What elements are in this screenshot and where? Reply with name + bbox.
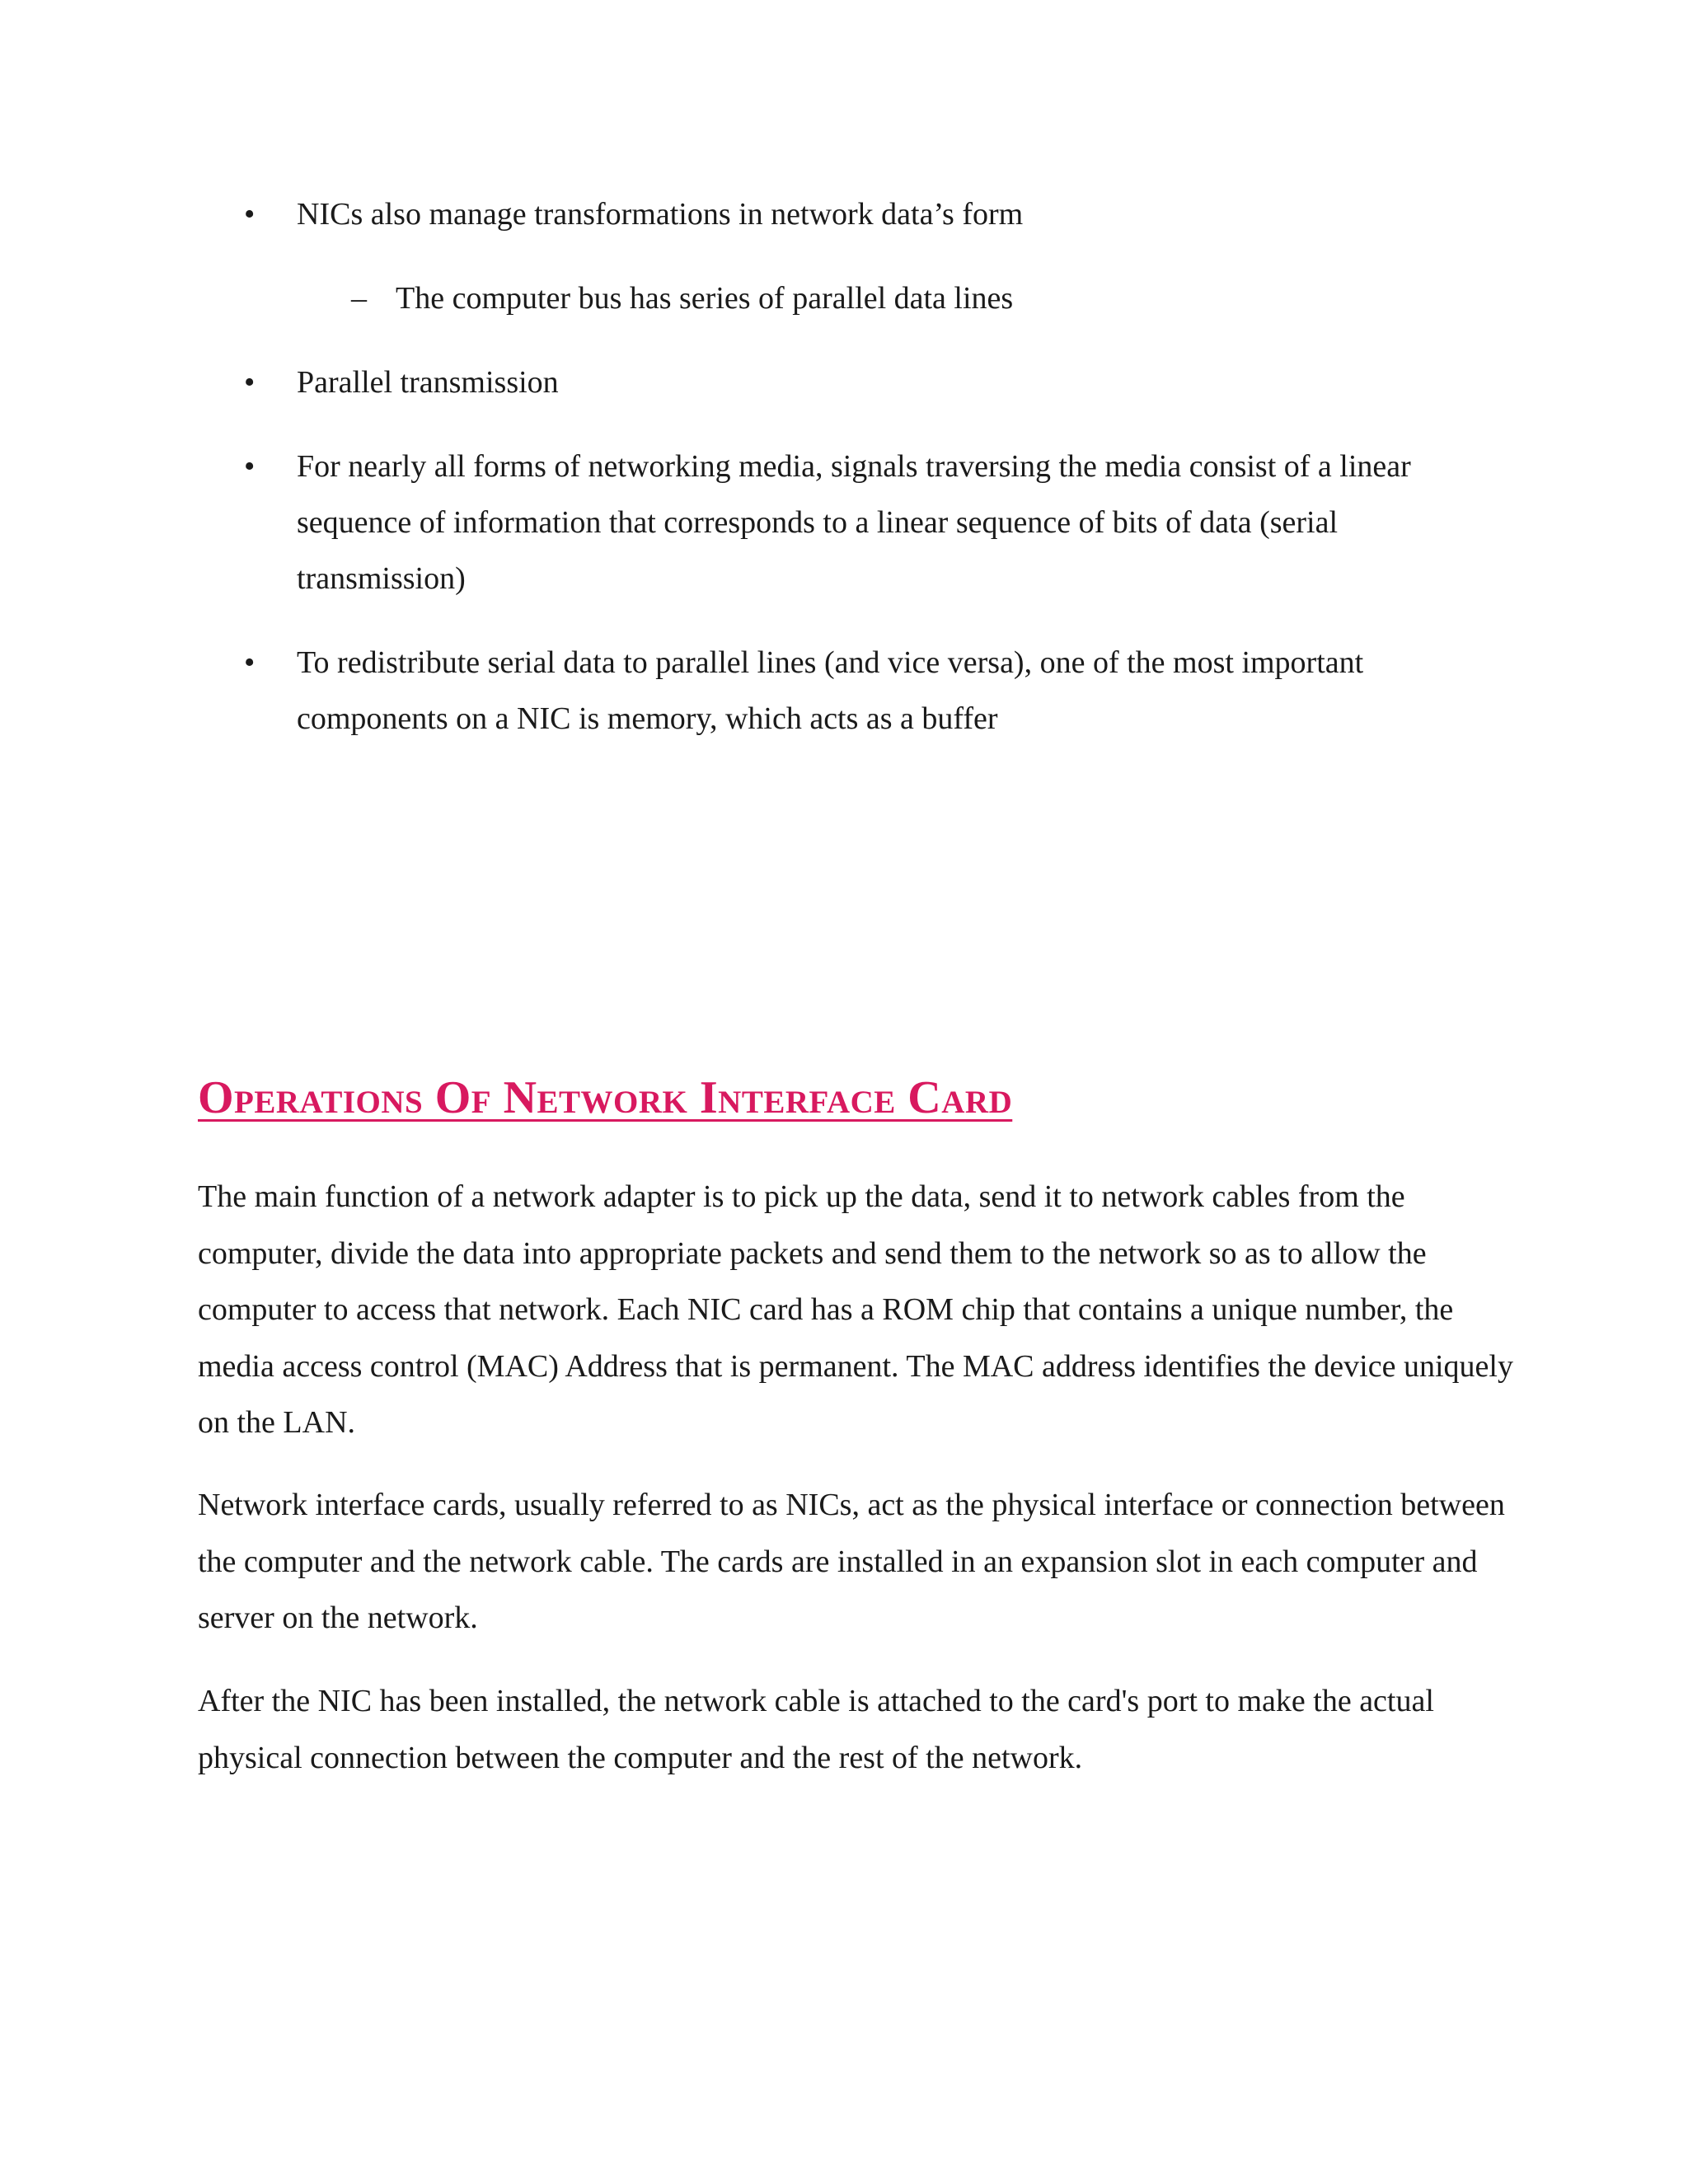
paragraph: After the NIC has been installed, the network cable is attached to the card's port to make the actual physical connection between the computer and the rest of the network. [198, 1684, 1434, 1775]
bullet-text: To redistribute serial data to parallel lines (and vice versa), one of the most important components on a NIC is memory, which acts as a buffer [297, 645, 1364, 736]
bullet-text: Parallel transmission [297, 365, 559, 400]
bullet-text: For nearly all forms of networking media, signals traversing the media consist of a linear sequence of information that corresponds to a linear sequence of bits of data (serial transmission) [297, 449, 1411, 596]
bullet-text: NICs also manage transformations in network data’s form [297, 197, 1024, 232]
paragraph: Network interface cards, usually referred to as NICs, act as the physical interface or connection between the computer and the network cable. The cards are installed in an expansion slot in each computer and server on the network. [198, 1488, 1505, 1635]
paragraph: The main function of a network adapter is to pick up the data, send it to network cables from the computer, divide the data into appropriate packets and send them to the network so as to allow the computer to access that network. Each NIC card has a ROM chip that contains a unique number, the media access control (MAC) Address that is permanent. The MAC address identifies the device uniquely on the LAN. [198, 1179, 1513, 1440]
dash-icon: – [351, 281, 367, 316]
sub-bullet-text: The computer bus has series of parallel data lines [396, 281, 1014, 316]
bullet-icon: • [244, 645, 256, 680]
bullet-icon: • [244, 197, 256, 232]
bullet-icon: • [244, 449, 256, 484]
bullet-icon: • [244, 365, 256, 400]
section-heading: Operations Of Network Interface Card [198, 1072, 1013, 1123]
